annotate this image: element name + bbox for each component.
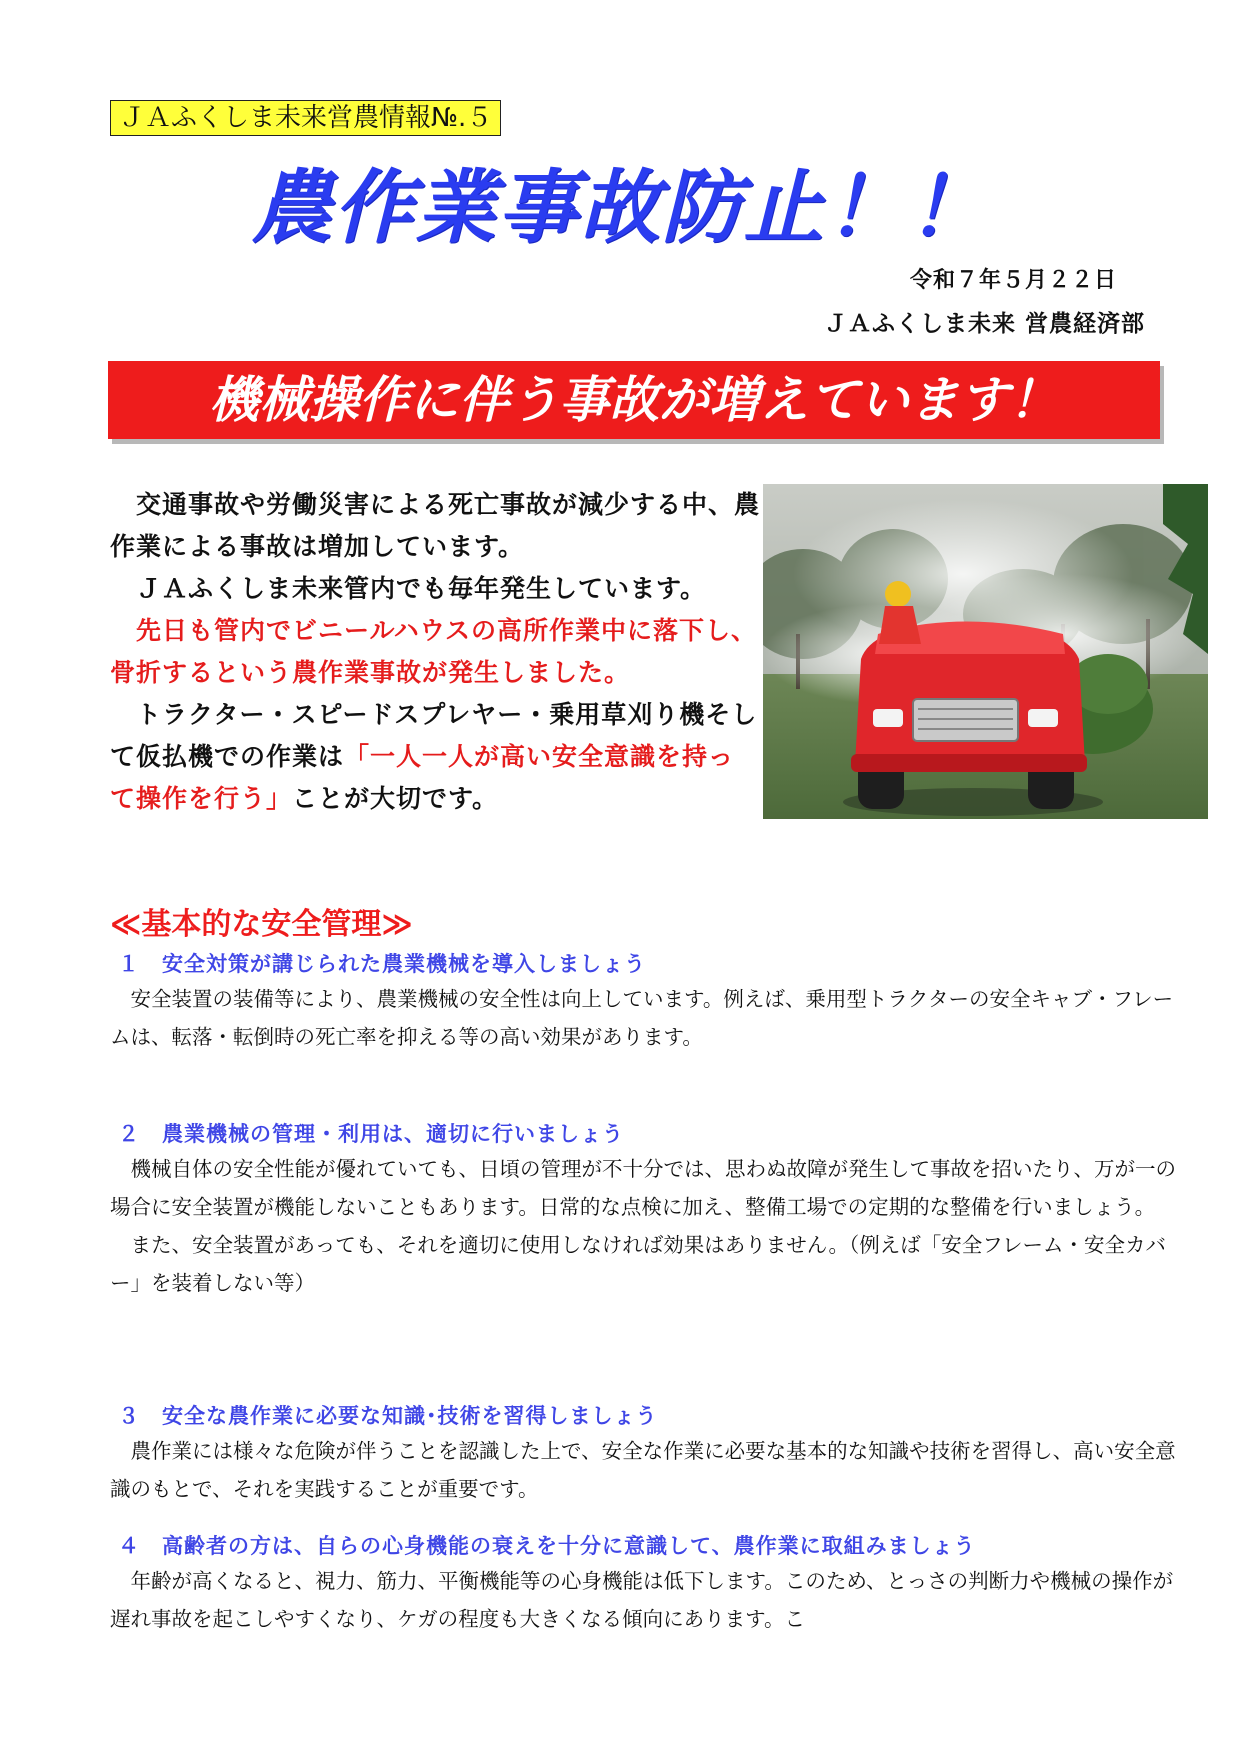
item-number: ４ (118, 1534, 140, 1558)
item-paragraph: また、安全装置があっても、それを適切に使用しなければ効果はありません。（例えば「安全フレーム・安全カバー」を装着しない等） (110, 1233, 1166, 1295)
warning-banner (108, 361, 1160, 439)
warning-banner-text: 機械操作に伴う事故が増えています！ (209, 371, 1059, 429)
section-title: ≪基本的な安全管理≫ (110, 907, 413, 942)
item-paragraph: 年齢が高くなると、視力、筋力、平衡機能等の心身機能は低下します。このため、とっさの判断力や機械の操作が遅れ事故を起こしやすくなり、ケガの程度も大きくなる傾向にあります。こ (110, 1569, 1174, 1631)
item-heading (110, 948, 1176, 980)
item-paragraph: 農作業には様々な危険が伴うことを認識した上で、安全な作業に必要な基本的な知識や技術を習得し、高い安全意識のもとで、それを実践することが重要です。 (110, 1439, 1176, 1501)
item-paragraph: 安全装置の装備等により、農業機械の安全性は向上しています。例えば、乗用型トラクターの安全キャブ・フレームは、転落・転倒時の死亡率を抑える等の高い効果があります。 (110, 987, 1174, 1049)
intro-paragraph: ＪＡふくしま未来管内でも毎年発生しています。 (110, 574, 707, 603)
item-body (110, 980, 1176, 1056)
item-body (110, 1432, 1176, 1508)
organization: ＪＡふくしま未来 営農経済部 (823, 311, 1145, 337)
main-title: 農作業事故防止！！ (251, 161, 990, 254)
item-heading (110, 1118, 1176, 1150)
safety-item-1 (110, 948, 1176, 1056)
sprayer-photo (763, 484, 1208, 819)
issue-label: ＪＡふくしま未来営農情報№.５ (110, 100, 501, 136)
item-number: ２ (118, 1122, 140, 1146)
sprayer-photo-illustration (763, 484, 1208, 819)
item-title: 安全な農作業に必要な知識･技術を習得しましょう (162, 1404, 658, 1428)
safety-item-2 (110, 1118, 1176, 1302)
safety-item-4 (110, 1530, 1176, 1638)
item-title: 農業機械の管理・利用は、適切に行いましょう (162, 1122, 624, 1146)
intro-highlight: 「一人一人が高い安全意識を持って操作を行う」 (110, 742, 735, 813)
intro-accident-report: 先日も管内でビニールハウスの高所作業中に落下し、骨折するという農作業事故が発生しました。 (110, 616, 758, 687)
item-title: 安全対策が講じられた農業機械を導入しましょう (162, 952, 646, 976)
item-number: ３ (118, 1404, 140, 1428)
item-number: １ (118, 952, 140, 976)
item-paragraph: 機械自体の安全性能が優れていても、日頃の管理が不十分では、思わぬ故障が発生して事故を招いたり、万が一の場合に安全装置が機能しないこともあります。日常的な点検に加え、整備工場での定期的な整備を行いましょう。 (110, 1157, 1176, 1219)
item-body (110, 1150, 1176, 1302)
intro-paragraph: 交通事故や労働災害による死亡事故が減少する中、農作業による事故は増加しています。 (110, 490, 761, 561)
item-title: 高齢者の方は、自らの心身機能の衰えを十分に意識して、農作業に取組みましょう (162, 1534, 976, 1558)
intro-text-part: ことが大切です。 (292, 784, 499, 813)
safety-item-3 (110, 1400, 1176, 1508)
intro-paragraph (110, 694, 760, 820)
intro-text-part: トラクター・スピードスプレヤー・乗用草刈り機そして仮払機での作業は (110, 700, 758, 771)
intro-text (110, 484, 760, 820)
item-heading (110, 1400, 1176, 1432)
item-body (110, 1562, 1176, 1638)
date: 令和７年５月２２日 (909, 268, 1117, 293)
item-heading (110, 1530, 1176, 1562)
